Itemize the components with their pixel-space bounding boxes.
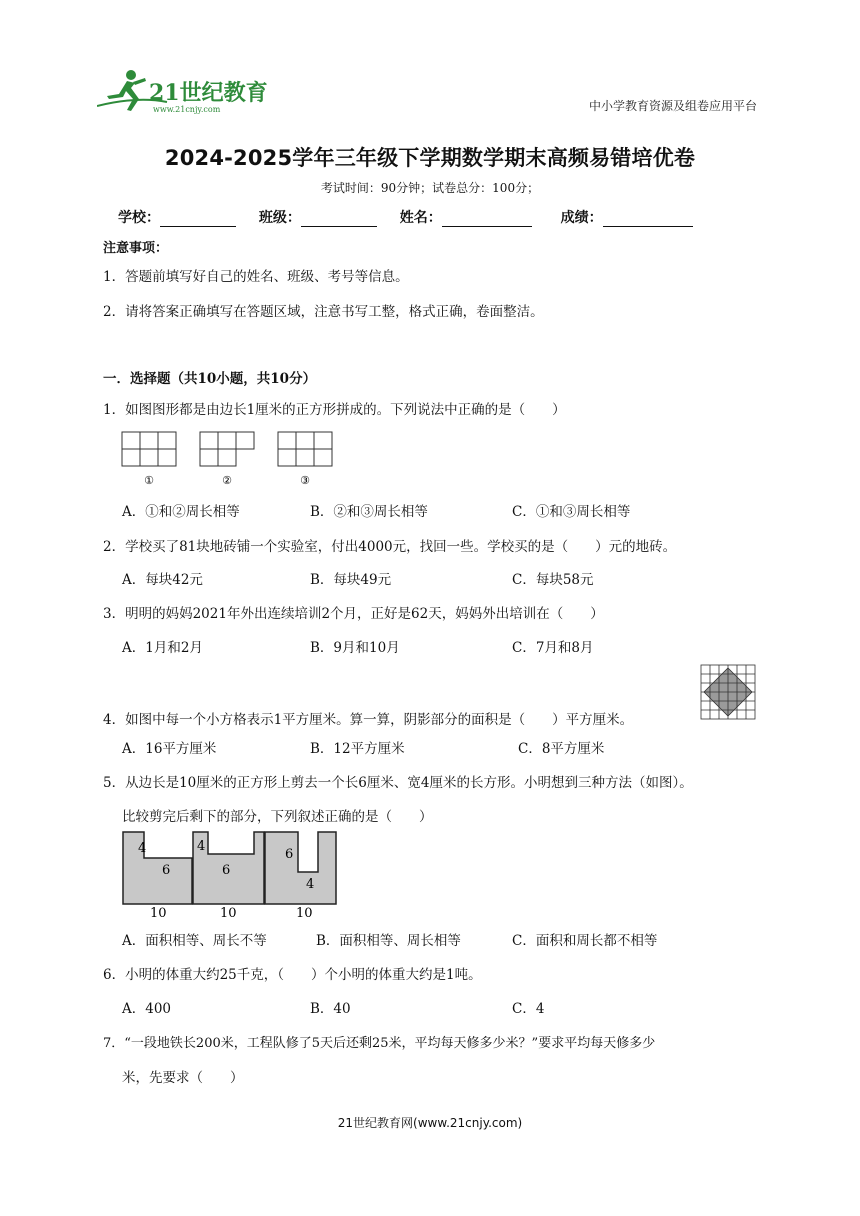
name-field[interactable] [400, 207, 532, 227]
question-2: 2．学校买了81块地砖铺一个实验室，付出4000元，找回一些。学校买的是（ ）元的地砖。 [103, 539, 677, 555]
q6-option-b[interactable]: B．40 [310, 1001, 351, 1017]
question-4: 4．如图中每一个小方格表示1平方厘米。算一算，阴影部分的面积是（ ）平方厘米。 [103, 712, 634, 728]
class-label: 班级： [258, 210, 301, 226]
notice-item-2: 2．请将答案正确填写在答题区域，注意书写工整，格式正确，卷面整洁。 [103, 304, 544, 320]
q2-option-a[interactable]: A．每块42元 [122, 572, 203, 588]
fig2-label-6: 6 [222, 863, 231, 878]
cut-shape-1 [123, 832, 192, 904]
question-7-line2: 米，先要求（ ） [122, 1070, 244, 1086]
question-5-line1: 5．从边长是10厘米的正方形上剪去一个长6厘米、宽4厘米的长方形。小明想到三种方法（如图）。 [103, 775, 693, 791]
question-5-line2: 比较剪完后剩下的部分，下列叙述正确的是（ ） [122, 809, 433, 825]
q3-option-c[interactable]: C．7月和8月 [512, 640, 594, 656]
page-footer: 21世纪教育网(www.21cnjy.com) [337, 1116, 523, 1130]
score-label: 成绩： [560, 210, 603, 226]
q4-option-a[interactable]: A．16平方厘米 [122, 741, 217, 757]
fig-label-2: ② [222, 474, 232, 486]
fig1-label-4: 4 [138, 841, 147, 856]
notice-item-1: 1．答题前填写好自己的姓名、班级、考号等信息。 [103, 269, 409, 285]
fig-label-1: ① [144, 474, 154, 486]
info-fields [118, 207, 711, 227]
question-1: 1．如图图形都是由边长1厘米的正方形拼成的。下列说法中正确的是（ ） [103, 402, 566, 418]
exam-meta: 考试时间：90分钟；试卷总分：100分； [320, 181, 540, 195]
q1-figure [118, 428, 348, 486]
school-label: 学校： [118, 210, 160, 226]
fig2-label-10: 10 [220, 906, 237, 921]
q4-option-c[interactable]: C．8平方厘米 [518, 741, 605, 757]
question-7-line1: 7．“一段地铁长200米，工程队修了5天后还剩25米，平均每天修多少米？”要求平均每天修多少 [103, 1036, 656, 1051]
platform-label: 中小学教育资源及组卷应用平台 [588, 99, 757, 113]
question-6: 6．小明的体重大约25千克，（ ）个小明的体重大约是1吨。 [103, 967, 482, 983]
section-title: 一．选择题（共10小题，共10分） [103, 371, 317, 387]
question-3: 3．明明的妈妈2021年外出连续培训2个月，正好是62天，妈妈外出培训在（ ） [103, 606, 604, 622]
fig2-label-4: 4 [197, 839, 206, 854]
class-field[interactable] [259, 207, 377, 227]
site-logo [97, 66, 267, 116]
q3-option-b[interactable]: B．9月和10月 [310, 640, 400, 656]
q2-option-c[interactable]: C．每块58元 [512, 572, 594, 588]
fig1-label-10: 10 [150, 906, 167, 921]
q3-option-a[interactable]: A．1月和2月 [122, 640, 203, 656]
q6-option-c[interactable]: C．4 [512, 1001, 545, 1017]
cut-shape-3 [265, 832, 336, 904]
fig3-label-4: 4 [306, 877, 315, 892]
q6-option-a[interactable]: A．400 [122, 1001, 172, 1017]
q1-option-a[interactable]: A．①和②周长相等 [122, 504, 240, 520]
q2-option-b[interactable]: B．每块49元 [310, 572, 392, 588]
school-field[interactable] [118, 207, 236, 227]
q5-option-a[interactable]: A．面积相等、周长不等 [122, 933, 267, 949]
name-label: 姓名： [399, 210, 442, 226]
q5-option-b[interactable]: B．面积相等、周长相等 [316, 933, 461, 949]
fig-label-3: ③ [300, 474, 310, 486]
q1-option-b[interactable]: B．②和③周长相等 [310, 504, 428, 520]
fig3-label-10: 10 [296, 906, 313, 921]
logo-url: www.21cnjy.com [153, 105, 221, 114]
q1-option-c[interactable]: C．①和③周长相等 [512, 504, 631, 520]
score-field[interactable] [561, 207, 693, 227]
logo-text: 21世纪教育 [149, 80, 267, 106]
q4-grid-figure [700, 664, 758, 720]
fig3-label-6: 6 [285, 847, 294, 862]
notice-title: 注意事项： [103, 241, 169, 256]
fig1-label-6: 6 [162, 863, 171, 878]
q5-option-c[interactable]: C．面积和周长都不相等 [512, 933, 658, 949]
exam-title: 2024-2025学年三年级下学期数学期末高频易错培优卷 [164, 146, 696, 170]
q4-option-b[interactable]: B．12平方厘米 [310, 741, 405, 757]
q5-figure [120, 828, 344, 922]
